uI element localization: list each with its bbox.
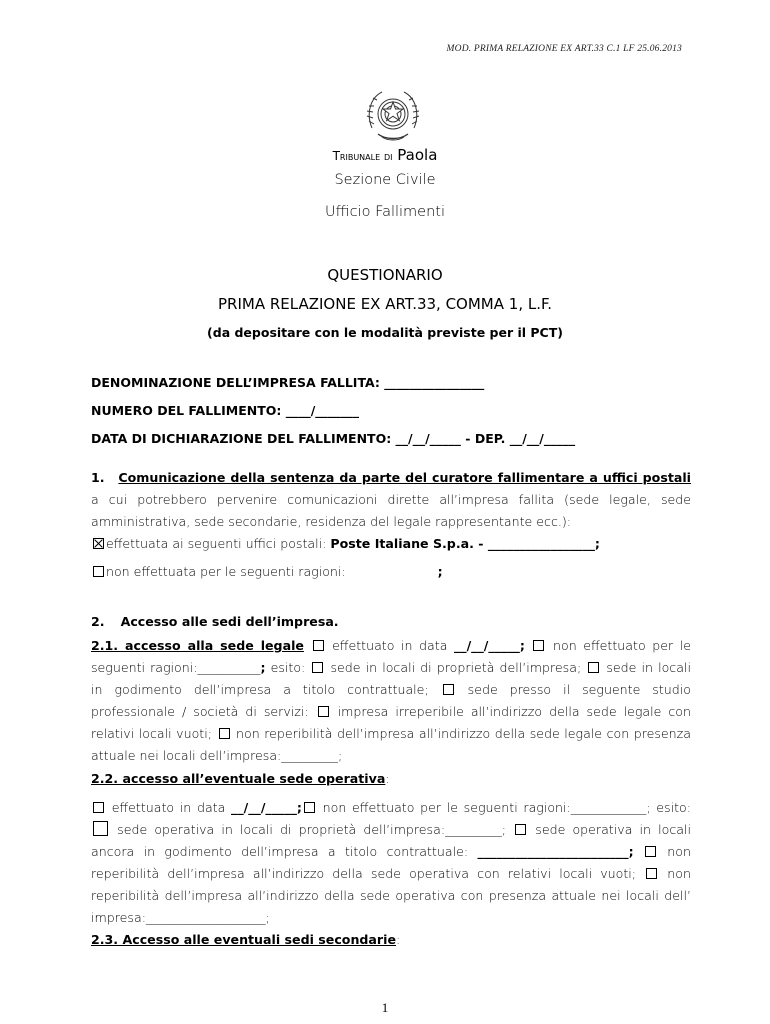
document-subtitle: PRIMA RELAZIONE EX ART.33, COMMA 1, L.F. (218, 295, 552, 313)
text: effettuato in data (332, 638, 448, 653)
checkbox-icon[interactable] (304, 802, 315, 813)
text: impresa irreperibile all’indirizzo della sede legale con relativi locali vuoti; (91, 704, 691, 741)
court-city: Paola (397, 146, 438, 164)
section-2-heading (91, 611, 691, 633)
field-data-dichiarazione[interactable]: DATA DI DICHIARAZIONE DEL FALLIMENTO: __/__/_____ - DEP. __/__/_____ (91, 431, 576, 446)
colon: : (385, 771, 390, 786)
option-value[interactable]: ; (437, 564, 443, 579)
text: esito: (270, 660, 306, 675)
section-1-number: 1. (91, 470, 105, 485)
text: sede presso il seguente studio professionale / società di servizi: (91, 682, 691, 719)
checkbox-icon[interactable] (645, 846, 656, 857)
section-2-1-heading: 2.1. accesso alla sede legale (91, 638, 304, 653)
blank-field[interactable]: ________________________; (477, 844, 634, 859)
document-note: (da depositare con le modalità previste per il PCT) (207, 325, 563, 340)
document-title: QUESTIONARIO (327, 266, 443, 284)
court-section: Sezione Civile (334, 172, 436, 188)
date-field[interactable]: __/__/_____; (231, 800, 302, 815)
section-2-number: 2. (91, 614, 105, 629)
checkbox-icon[interactable] (588, 662, 599, 673)
text: sede operativa in locali di proprietà dell’impresa:_________; (117, 822, 506, 837)
checked-checkbox-icon[interactable] (93, 538, 104, 549)
text: sede in locali di proprietà dell’impresa; (330, 660, 582, 675)
italian-republic-emblem-icon (364, 84, 422, 146)
section-2-title: Accesso alle sedi dell’impresa. (120, 614, 339, 629)
checkbox-icon[interactable] (515, 824, 526, 835)
section-2-3-title: 2.3. Accesso alle eventuali sedi secondarie (91, 932, 396, 947)
checkbox-icon[interactable] (93, 802, 104, 813)
section-2-2-heading (91, 768, 691, 790)
section-1-heading: Comunicazione della sentenza da parte del curatore fallimentare a uffici postali (118, 470, 691, 485)
checkbox-icon[interactable] (533, 640, 544, 651)
checkbox-icon[interactable] (312, 662, 323, 673)
text: non reperibilità dell’impresa all’indirizzo della sede legale con presenza attuale nei locali dell’impresa:_________; (91, 726, 691, 763)
section-1 (91, 467, 691, 533)
section-2-2-title: 2.2. accesso all’eventuale sede operativa (91, 771, 386, 786)
text: sede in locali in godimento dell’impresa a titolo contrattuale; (91, 660, 691, 697)
section-1-option-non-effettuata (91, 561, 691, 583)
text: effettuato in data (111, 800, 226, 815)
text: esito: (656, 800, 691, 815)
checkbox-icon[interactable] (443, 684, 454, 695)
court-name (0, 146, 770, 164)
semicolon: ; (260, 660, 266, 675)
text: sede operativa in locali ancora in godimento dell’impresa a titolo contrattuale: (91, 822, 691, 859)
model-reference: MOD. PRIMA RELAZIONE EX ART.33 C.1 LF 25.06.2013 (446, 44, 682, 54)
section-1-text: a cui potrebbero pervenire comunicazioni dirette all’impresa fallita (sede legale, sede amministrativa, sede secondarie, residenza del legale rappresentante ecc.): (91, 492, 691, 529)
checkbox-icon[interactable] (313, 640, 324, 651)
court-office: Ufficio Fallimenti (324, 204, 446, 220)
section-1-option-effettuata (91, 533, 691, 555)
option-label: effettuata ai seguenti uffici postali: (106, 536, 327, 551)
field-denominazione[interactable]: DENOMINAZIONE DELL’IMPRESA FALLITA: ________________ (91, 375, 485, 390)
section-2-2 (91, 797, 691, 929)
court-prefix: Tribunale di (332, 149, 393, 163)
checkbox-icon[interactable] (93, 566, 104, 577)
colon: : (396, 932, 401, 947)
page-number: 1 (381, 1000, 389, 1015)
checkbox-icon[interactable] (219, 728, 230, 739)
checkbox-icon[interactable] (318, 706, 329, 717)
checkbox-icon[interactable] (646, 868, 657, 879)
text: non reperibilità dell’impresa all’indirizzo della sede operativa con presenza attuale nei locali dell’ impresa:___________________; (91, 866, 691, 925)
section-2-3-heading (91, 929, 691, 951)
section-2-1 (91, 635, 691, 767)
text: non effettuato per le seguenti ragioni:____________; (322, 800, 651, 815)
text: non reperibilità dell’impresa all’indirizzo della sede operativa con relativi locali vuoti; (91, 844, 691, 881)
date-field[interactable]: __/__/_____; (453, 638, 525, 653)
checkbox-icon[interactable] (93, 821, 108, 836)
field-numero-fallimento[interactable]: NUMERO DEL FALLIMENTO: ____/_______ (91, 403, 360, 418)
text: non effettuato per le seguenti ragioni:__________ (91, 638, 691, 675)
option-label: non effettuata per le seguenti ragioni: (106, 564, 346, 579)
option-value[interactable]: Poste Italiane S.p.a. - _________________; (330, 536, 600, 551)
